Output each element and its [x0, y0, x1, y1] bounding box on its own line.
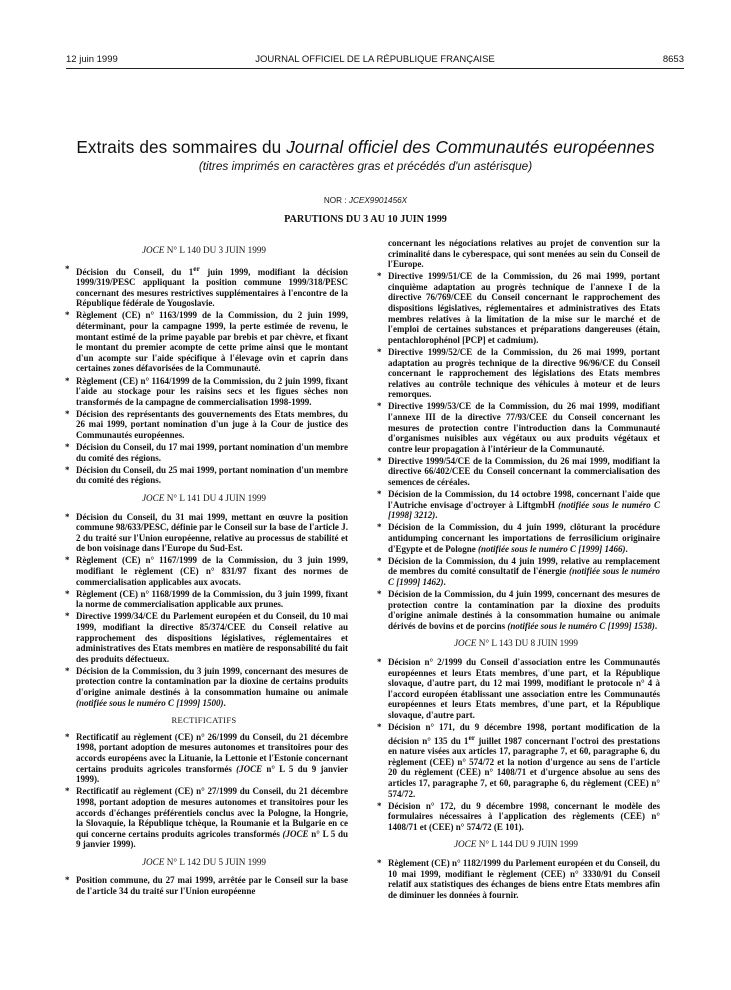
- issue-heading-number: N° L 142 DU 5 JUIN 1999: [164, 856, 267, 867]
- list-item: [372, 456, 660, 488]
- asterisk-marker: *: [65, 464, 70, 475]
- asterisk-marker: *: [65, 375, 70, 386]
- list-item: [60, 409, 348, 441]
- running-header: [66, 54, 684, 68]
- list-item-text: Directive 1999/34/CE du Parlement européen et du Conseil, du 10 mai 1999, modifiant la directive 85/374/CEE du Conseil relative au rapprochement des dispositions législatives, réglementaires et administratives des Etats membres en matière de responsabilité du fait des produits défectueux.: [76, 611, 348, 664]
- list-item: [60, 589, 348, 610]
- asterisk-marker: *: [377, 522, 382, 533]
- issue-heading-joce: JOCE: [141, 492, 165, 503]
- page-title-prefix: Extraits des sommaires du: [76, 137, 287, 157]
- list-item-text: Décision de la Commission, du 4 juin 1999, clôturant la procédure antidumping concernant les importations de ferrosilicium originaire d'Egypte et de Pologne (notifiée sous le numéro C [1999] 1466).: [388, 522, 660, 554]
- asterisk-marker: *: [65, 263, 70, 274]
- list-item: [60, 786, 348, 850]
- asterisk-marker: *: [377, 401, 382, 412]
- asterisk-marker: *: [377, 656, 382, 667]
- list-item-text: Décision du Conseil, du 31 mai 1999, mettant en œuvre la position commune 98/633/PESC, définie par le Conseil sur la base de l'article J. 2 du traité sur l'Union européenne, relative au processus de stabilité et de bon voisinage dans l'Europe du Sud-Est.: [76, 511, 348, 554]
- list-item-text: Directive 1999/52/CE de la Commission, du 26 mai 1999, portant adaptation au progrès technique de la directive 96/96/CE du Conseil concernant le rapprochement des législations des Etats membres relatives au contrôle technique des véhicules à moteur et de leurs remorques.: [388, 346, 660, 400]
- page-title-journal: Journal officiel des Communautés européennes: [286, 137, 655, 157]
- list-item-continuation: concernant les négociations relatives au projet de convention sur la criminalité dans le cyberespace, qui sont menées au sein du Conseil de l'Europe.: [388, 238, 660, 270]
- asterisk-marker: *: [65, 442, 70, 453]
- list-item: [372, 657, 660, 721]
- list-item-text: Rectificatif au règlement (CE) n° 26/1999 du Conseil, du 21 décembre 1998, portant adoption de mesures autonomes et transitoires pour des accords européens avec la Lituanie, la Lettonie et l'Estonie concernant certains produits agricoles transformés (JOCE n° L 5 du 9 janvier 1999).: [76, 731, 348, 785]
- asterisk-marker: *: [377, 455, 382, 466]
- rectificatifs-heading: RECTIFICATIFS: [171, 715, 237, 726]
- list-item: [60, 732, 348, 785]
- nor-value: JCEX9901456X: [348, 196, 408, 205]
- list-item: [372, 347, 660, 400]
- asterisk-marker: *: [65, 665, 70, 676]
- header-rule: [66, 68, 684, 69]
- list-item-text: Décision de la Commission, du 4 juin 1999, concernant des mesures de protection contre la contamination par la dioxine des produits d'origine animale destinés à la consommation humaine ou animale dérivés de bovins et de porcins (notifiée sous le numéro C [1999] 1538).: [388, 589, 660, 631]
- list-item: [372, 801, 660, 833]
- page-title: [0, 137, 731, 158]
- issue-heading: [372, 638, 660, 649]
- asterisk-marker: *: [65, 310, 70, 321]
- list-item: [60, 376, 348, 408]
- list-item: [372, 722, 660, 799]
- issue-heading: [60, 857, 348, 868]
- asterisk-marker: *: [65, 731, 70, 742]
- list-item-text: Règlement (CE) n° 1167/1999 de la Commission, du 3 juin 1999, modifiant le règlement (CE) n° 831/97 fixant des normes de commercialisation applicables aux avocats.: [76, 555, 348, 587]
- list-item: [60, 611, 348, 664]
- header-journal-title: JOURNAL OFFICIEL DE LA RÉPUBLIQUE FRANÇAISE: [255, 54, 495, 65]
- issue-heading: [60, 493, 348, 504]
- list-item: [372, 271, 660, 345]
- issue-heading-joce: JOCE: [453, 839, 477, 850]
- list-item-text: Décision de la Commission, du 14 octobre 1998, concernant l'aide que l'Autriche envisage d'octroyer à LiftgmbH (notifiée sous le numéro C [1998] 3212).: [388, 489, 660, 521]
- list-item: [60, 512, 348, 554]
- list-item-text: Règlement (CE) n° 1163/1999 de la Commission, du 2 juin 1999, déterminant, pour la campagne 1999, la perte estimée de revenu, le montant estimé de la prime payable par brebis et par chèvre, et fixant le montant du premier acompte de cette prime ainsi que le montant d'un acompte sur l'aide spécifique à l'élevage ovin et caprin dans certaines zones défavorisées de la Communauté.: [76, 310, 348, 374]
- list-item: [60, 310, 348, 374]
- list-item: [372, 589, 660, 631]
- asterisk-marker: *: [65, 786, 70, 797]
- list-item: [60, 875, 348, 896]
- asterisk-marker: *: [65, 875, 70, 886]
- list-item: [60, 666, 348, 708]
- list-item-text: Règlement (CE) n° 1168/1999 de la Commission, du 3 juin 1999, fixant la norme de commercialisation applicable aux prunes.: [76, 588, 348, 610]
- issue-heading-joce: JOCE: [141, 856, 165, 867]
- list-item: [372, 401, 660, 454]
- right-column: [372, 238, 660, 902]
- list-item: [372, 522, 660, 554]
- issue-heading-number: N° L 144 DU 9 JUIN 1999: [476, 839, 579, 850]
- asterisk-marker: *: [377, 722, 382, 733]
- list-item: [372, 489, 660, 521]
- list-item: [60, 465, 348, 486]
- list-item-text: Décision du Conseil, du 17 mai 1999, portant nomination d'un membre du comité des régions.: [76, 442, 348, 463]
- list-item-text: Décision du Conseil, du 25 mai 1999, portant nomination d'un membre du comité des régions.: [76, 464, 348, 486]
- header-date: 12 juin 1999: [66, 54, 118, 65]
- list-item: [60, 442, 348, 463]
- list-item: [372, 858, 660, 900]
- left-column: [60, 238, 348, 898]
- list-item: [372, 556, 660, 588]
- list-item-text: Directive 1999/51/CE de la Commission, du 26 mai 1999, portant cinquième adaptation au progrès technique de l'annexe I de la directive 76/769/CEE du Conseil concernant le rapprochement des dispositions législatives, réglementaires et administratives des Etats membres relatives à la limitation de la mise sur le marché et de l'emploi de certaines substances et préparations dangereuses (étain, pentachlorophénol [PCP] et cadmium).: [388, 271, 660, 345]
- asterisk-marker: *: [65, 511, 70, 522]
- list-item-text: Décision du Conseil, du 1er juin 1999, modifiant la décision 1999/319/PESC appliquant la position commune 1999/318/PESC concernant des mesures restrictives supplémentaires à l'encontre de la République fédérale de Yougoslavie.: [76, 263, 348, 309]
- asterisk-marker: *: [65, 588, 70, 599]
- issue-heading-number: N° L 143 DU 8 JUIN 1999: [476, 638, 579, 649]
- issue-heading-joce: JOCE: [453, 638, 477, 649]
- list-item-text: Décision de la Commission, du 4 juin 1999, relative au remplacement de membres du comité consultatif de l'énergie (notifiée sous le numéro C [1999] 1462).: [388, 555, 660, 587]
- list-item-text: Règlement (CE) n° 1164/1999 de la Commission, du 2 juin 1999, fixant l'aide au stockage pour les raisins secs et les figues sèches non transformés de la campagne de commercialisation 1998-1999.: [76, 375, 348, 407]
- issue-heading: [372, 839, 660, 850]
- issue-heading-number: N° L 140 DU 3 JUIN 1999: [164, 245, 267, 255]
- asterisk-marker: *: [65, 611, 70, 622]
- list-item-text: Décision de la Commission, du 3 juin 1999, concernant des mesures de protection contre la contamination par la dioxine de certains produits d'origine animale destinés à la consommation humaine ou animale (notifiée sous le numéro C [1999] 1500).: [76, 665, 348, 708]
- asterisk-marker: *: [377, 800, 382, 811]
- list-item-text: Directive 1999/54/CE de la Commission, du 26 mai 1999, modifiant la directive 66/402/CEE du Conseil concernant la commercialisation des semences de céréales.: [388, 455, 660, 488]
- list-item-text: Directive 1999/53/CE de la Commission, du 26 mai 1999, modifiant l'annexe III de la directive 77/93/CEE du Conseil concernant les mesures de protection contre l'introduction dans la Communauté d'organismes nuisibles aux végétaux ou aux produits végétaux et contre leur propagation à l'intérieur de la Communauté.: [388, 401, 660, 454]
- asterisk-marker: *: [377, 555, 382, 566]
- asterisk-marker: *: [377, 346, 382, 357]
- issue-heading: [60, 245, 348, 256]
- header-page-number: 8653: [662, 54, 684, 65]
- nor-label: NOR :: [323, 196, 349, 205]
- asterisk-marker: *: [377, 858, 382, 869]
- list-item-text: Position commune, du 27 mai 1999, arrêtée par le Conseil sur la base de l'article 34 du traité sur l'Union européenne: [76, 875, 348, 897]
- nor-reference: [0, 196, 731, 205]
- list-item-text: Décision n° 2/1999 du Conseil d'association entre les Communautés européennes et leurs Etats membres, d'une part, et la République slovaque, d'autre part, du 12 mai 1999, modifiant le protocole n° 4 à l'accord européen établissant une association entre les Communautés européennes et leurs Etats membres, d'une part, et la République slovaque, d'autre part.: [388, 656, 660, 720]
- asterisk-marker: *: [65, 555, 70, 566]
- asterisk-marker: *: [377, 589, 382, 599]
- asterisk-marker: *: [377, 271, 382, 282]
- parutions-heading: PARUTIONS DU 3 AU 10 JUIN 1999: [284, 214, 447, 225]
- list-item: [60, 264, 348, 309]
- list-item-text: Décision n° 171, du 9 décembre 1998, portant modification de la décision n° 135 du 1er juillet 1987 concernant l'octroi des prestations en nature visées aux articles 17, paragraphe 7, et 60, paragraphe 6, du règlement (CEE) n° 574/72 et la notion d'urgence au sens de l'article 20 du règlement (CEE) n° 1408/71 et d'urgence absolue au sens des articles 17, paragraphe 7, et 60, paragraphe 6, du règlement (CEE) n° 574/72.: [388, 722, 660, 799]
- asterisk-marker: *: [377, 489, 382, 500]
- list-item-text: Décision des représentants des gouvernements des Etats membres, du 26 mai 1999, portant nomination d'un juge à la Cour de justice des Communautés européennes.: [76, 408, 348, 440]
- page-subtitle: (titres imprimés en caractères gras et précédés d'un astérisque): [198, 159, 533, 173]
- list-item-text: Règlement (CE) n° 1182/1999 du Parlement européen et du Conseil, du 10 mai 1999, modifiant le règlement (CEE) n° 3330/91 du Conseil relatif aux statistiques des échanges de biens entre Etats membres afin de diminuer les données à fournir.: [388, 858, 660, 900]
- issue-heading-number: N° L 141 DU 4 JUIN 1999: [164, 492, 267, 503]
- asterisk-marker: *: [65, 408, 70, 419]
- list-item-text: Décision n° 172, du 9 décembre 1998, concernant le modèle des formulaires nécessaires à l'application des règlements (CEE) n° 1408/71 et (CEE) n° 574/72 (E 101).: [388, 800, 660, 832]
- list-item-text: Rectificatif au règlement (CE) n° 27/1999 du Conseil, du 21 décembre 1998, portant adoption de mesures autonomes et transitoires pour les accords d'échanges préférentiels conclus avec la Pologne, la Hongrie, la Slovaquie, la République tchèque, la Roumanie et la Bulgarie en ce qui concerne certains produits agricoles transformés (JOCE n° L 5 du 9 janvier 1999).: [76, 786, 349, 850]
- issue-heading-joce: JOCE: [141, 245, 165, 255]
- list-item: [60, 555, 348, 587]
